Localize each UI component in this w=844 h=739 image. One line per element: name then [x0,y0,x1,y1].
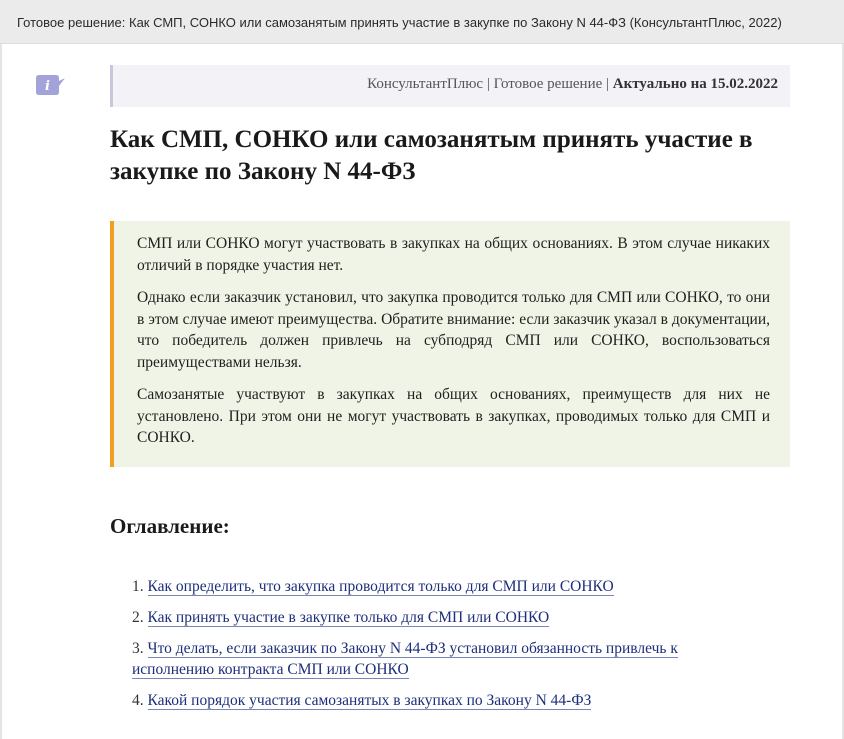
toc-item [132,690,752,711]
window-title: Готовое решение: Как СМП, СОНКО или самозанятым принять участие в закупке по Закону N 44-ФЗ (КонсультантПлюс, 2022) [0,0,844,44]
source-publisher: КонсультантПлюс [367,76,484,92]
toc-link-subcontract[interactable]: Что делать, если заказчик по Закону N 44-ФЗ установил обязанность привлечь к исполнению контракта СМП или СОНКО [132,640,678,678]
source-doc-type: Готовое решение [493,76,603,92]
summary-paragraph: Однако если заказчик установил, что закупка проводится только для СМП или СОНКО, то они в этом случае имеют преимущества. Обратите внимание: если заказчик указал в документации, что победитель должен привлечь на субподряд СМП или СОНКО, воспользоваться преимуществами нельзя. [137,289,770,371]
toc-item-number: 2. [132,609,144,626]
toc-link-smp-only[interactable]: Как определить, что закупка проводится только для СМП или СОНКО [147,578,614,595]
toc-item [132,607,752,628]
svg-text:i: i [45,79,50,94]
toc-link-self-employed[interactable]: Какой порядок участия самозанятых в закупках по Закону N 44-ФЗ [147,692,592,709]
source-actual-date: Актуально на 15.02.2022 [612,76,778,92]
info-icon[interactable] [36,74,66,96]
page-title: Как СМП, СОНКО или самозанятым принять участие в закупке по Закону N 44-ФЗ [110,126,753,185]
toc-item [132,576,752,597]
table-of-contents [132,576,752,721]
toc-item [132,638,752,680]
summary-paragraph: Самозанятые участвуют в закупках на общих основаниях, преимуществ для них не установлено. При этом они не могут участвовать в закупках, проводимых только для СМП и СОНКО. [137,386,770,446]
window-frame-left [0,44,2,739]
toc-item-number: 1. [132,578,144,595]
toc-item-number: 3. [132,640,144,657]
summary-box [110,221,790,467]
summary-paragraph: СМП или СОНКО могут участвовать в закупках на общих основаниях. В этом случае никаких отличий в порядке участия нет. [137,235,770,274]
source-bar [110,65,790,107]
source-separator: | [606,76,610,92]
toc-link-participation[interactable]: Как принять участие в закупке только для СМП или СОНКО [147,609,550,626]
toc-heading: Оглавление: [110,514,230,538]
toc-item-number: 4. [132,692,144,709]
source-separator: | [486,76,490,92]
